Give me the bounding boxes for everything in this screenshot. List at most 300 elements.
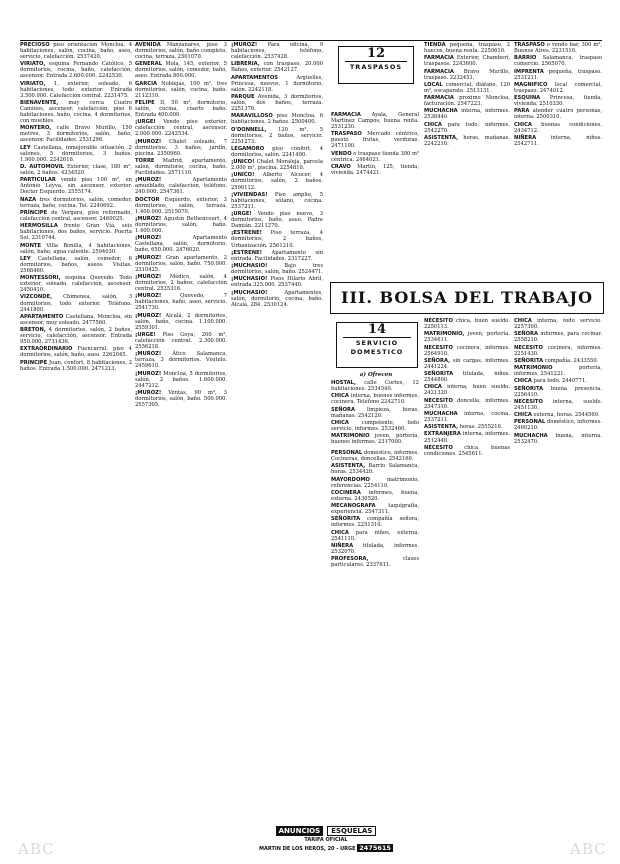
ad-text: Bajo tres dormitorios, salón, baño. 2524471. [231,263,323,276]
classified-ad [514,318,602,330]
ad-heading: CHICA [514,121,532,128]
ad-heading: PARA [514,108,530,115]
classified-ad [424,371,510,383]
ad-text: taquigrafía, experiencia. 2547311. [331,503,419,516]
ad-text: titulada, niños. 2544800. [424,371,510,384]
column-3 [231,42,323,822]
ad-heading: ¡MUROZ! [135,273,162,280]
watermark-left: ABC [18,840,55,858]
ad-text: Ayala, General Martínez Campos, buena renta. 2531230. [331,112,419,131]
ad-text: Bravo Murillo, traspaso. 2232451. [424,68,510,81]
classified-ad [331,503,419,515]
column-4-mid [331,380,419,448]
section-14-title-2: DOMESTICO [350,348,404,356]
ad-heading: ¡MUCHASIO! [231,263,268,270]
ad-heading: NECESITO [424,444,453,451]
footer-tarifa: TARIFA OFICIAL [304,837,348,843]
ad-text: interna, sueldo. 2451130. [514,398,602,411]
ad-heading: HERMOSILLA [20,223,58,230]
ad-text: Castellana, inmejorable situación, 2 salones, 5 dormitorios, 3 baños. 1.900.000. 2242616. [20,144,132,163]
classified-ad [20,314,132,326]
ad-heading: PERSONAL [514,419,546,426]
ad-text: Mercado céntrico, puesto frutas, verduras. 2471100. [331,131,419,150]
ad-text: Fuencarral, piso 4 dormitorios, salón, baño, aseo. 2262045. [20,346,132,359]
classified-ad [20,223,132,241]
classified-ad [331,420,419,432]
ad-text: portería, informes. 2541221. [514,365,602,378]
ad-text: joven, portería, buenos informes. 2317000. [331,433,419,446]
ad-text: interna, informes. 2538440. [424,108,510,121]
column-2 [135,42,227,822]
classified-ad [331,164,419,176]
classified-ad [514,122,602,134]
ad-heading: MUCHACHA [514,432,548,439]
bolsa-del-trabajo-banner [330,282,604,314]
classified-ad [514,433,602,445]
ad-text: pequeña, traspaso, 2 huecos, buena renta. 2250610. [424,42,510,55]
ad-text: interna, buen sueldo. 2421320. [424,384,510,397]
ad-text: buena presencia. 2256410. [514,385,602,398]
ad-text: compañía. 2433550. [543,357,599,364]
ad-text: Exterior, clase, 180 m², salón, 2 baños. 4234520. [20,164,132,177]
classified-ad [424,69,510,81]
ad-heading: FARMACIA [424,68,454,75]
ad-heading: NECESITO [514,398,543,405]
ad-text: Exterior, Chamberí, traspasos. 2243600. [424,55,510,68]
classified-ad [424,95,510,107]
classified-ad [514,95,602,107]
classified-ad [231,94,323,112]
classified-ad [20,360,132,372]
classified-ad [331,407,419,419]
ad-text: esquina Fernando Católico, 5 dormitorios, cocina, baño, calefacción, ascensor. Entrada 2.600.000. 2242530. [20,61,132,80]
ad-heading: PRINCIPE [20,359,48,366]
ad-heading: LEGAMORO [231,145,265,152]
classified-ad [135,216,227,234]
ad-heading: ¡URGE! [135,331,156,338]
ad-text: Manzanares, piso 3 dormitorios, salón, baño completo, cocina, terraza. 2501070. [135,42,227,61]
ad-text: o traspaso tienda 300 m² céntrica. 2464021. [331,150,419,163]
classified-ad [514,82,602,94]
ad-text: local comercial, traspaso. 2474012. [514,81,602,94]
classified-ad [424,122,510,134]
classified-ad [514,365,602,377]
ad-heading: BARRIO [514,55,537,62]
ad-heading: AVENIDA [135,42,161,48]
ad-heading: IMPRENTA [514,68,544,75]
classified-ad [20,164,132,176]
classified-ad [424,411,510,423]
ad-heading: GARCIA [135,80,158,87]
ad-text: interna, cocina. 2537211. [424,410,510,424]
ad-text: Martín, 125, tienda, vivienda. 2474421. [331,163,419,176]
ad-heading: CHICA [514,378,532,385]
footer-anuncios: ANUNCIOS [276,826,324,836]
ad-text: informes, buena, externa. 2430520. [331,489,419,502]
ad-heading: APARTAMENTO [20,313,64,320]
ad-heading: FARMACIA [331,112,361,118]
ad-text: interna, informes. 2512440. [424,431,510,444]
ad-text: horas, mañanas. 2242210. [424,134,510,148]
ad-text: Ventas, 90 m², 3 dormitorios, salón, baño. 500.000. 2557305. [135,389,227,408]
ad-text: doncella, informes. 2347310. [424,397,510,410]
ad-text: piso orientación Moncloa, 4 habitaciones, salón, cocina, baño, aseo, servicio, calefacción. 2537420. [20,42,132,61]
ad-text: 4 dormitorios, salón, 2 baños, servicio, calefacción, ascensor. Entrada 950.000. 2731436. [20,327,132,346]
classified-ad [424,445,510,457]
ad-text: externa, horas. 2544560. [531,412,600,419]
classified-ad [514,412,602,418]
ad-heading: ASISTENTA, [424,134,459,141]
ad-heading: TIENDA [424,42,446,48]
ad-heading: ¡MUROZ! [135,351,162,358]
ad-heading: APARTAMENTOS [231,74,278,81]
classified-ad [135,351,227,369]
ad-heading: ASISTENTA, [331,463,366,470]
ad-text: Piso terraza, 4 dormitorios, 2 baños, Urbanización. 2561210. [231,230,323,249]
section-12-number: 12 [366,46,386,61]
classified-ad [20,42,132,60]
classified-ad [331,393,419,405]
classified-ad [514,69,602,81]
ad-heading: PERSONAL [331,450,363,456]
classified-ad [424,42,510,54]
classified-ad [135,197,227,215]
ad-heading: ¡MUCHASIO! [231,276,268,283]
ad-heading: MATRIMONIO, [424,331,465,338]
classified-ad [20,294,132,312]
ad-heading: D. AUTOMOVIL [20,164,65,171]
column-6 [514,42,602,280]
ad-heading: ¡MUROZ! [135,370,162,377]
section-14-number: 14 [367,322,387,337]
ad-heading: NAZA [20,196,37,203]
ad-text: doméstico, informes. Cocineras, doncellas. 2542160. [331,450,419,463]
ad-text: Argüelles, Princesa, nuevos, 1 dormitorio, salón. 2242118. [231,74,323,93]
classified-ad [135,61,227,79]
footer-esquelas: ESQUELAS [327,826,376,836]
classified-ad [231,250,323,262]
top-rule [20,40,602,41]
ad-heading: BIENAVENTE, [20,99,59,106]
ad-heading: COCINERA [331,489,361,496]
ad-heading: LOCAL [424,81,443,88]
classified-ad [20,125,132,143]
ad-heading: CHICA [514,412,532,419]
ad-heading: SEÑORITA [424,371,454,378]
classified-ad [20,243,132,255]
ad-text: Apartamento amueblado, calefacción, teléfono. 240.000. 2547361. [135,177,227,196]
ad-text: Quevedo, 7 habitaciones, baño, aseo, servicio. 2541730. [135,293,227,312]
classified-ad [231,172,323,190]
ad-text: titulada, informes. 2532070. [331,542,419,556]
ad-text: Chalet soleado, 7 dormitorios, 3 baños, jardín, piscina. 2350960. [135,138,227,157]
classified-ad [135,313,227,331]
ad-text: chica, buen sueldo. 2250113. [424,318,510,331]
ad-text: para niños, externa. 2541110. [331,529,419,542]
classified-ad [20,197,132,209]
ad-text: horas. 2555210. [458,424,503,431]
classified-ad [135,332,227,350]
ad-heading: LIBRERIA, [231,61,260,68]
classified-ad [514,399,602,411]
ad-heading: PARTICULAR [20,177,56,184]
classified-ad [20,100,132,124]
ad-heading: CRAVO [331,163,351,170]
ad-heading: MONTESSORI, [20,275,61,282]
ad-text: competente, todo servicio, informes. 2532460. [331,419,419,432]
classified-ad [424,55,510,67]
ad-heading: SEÑORA [514,331,539,338]
ad-heading: ¡MUROZ! [135,138,162,145]
ad-heading: ¡MUROZ! [135,389,162,396]
ad-text: comercial, diáfano, 120 m², escaparate. 2513131. [424,81,510,94]
classified-ad [514,331,602,343]
ad-text: piso Moncloa, 6 habitaciones, 2 baños. 2500400. [231,113,323,126]
classified-ad [514,135,602,147]
classified-ad [231,276,323,288]
ad-text: Apartamento sin entrada. Facilidades. 2317227. [231,249,323,262]
ad-text: Princesa, tienda, vivienda. 2510330. [514,95,602,108]
ad-text: Para oficina, 9 habitaciones, teléfono, calefacción. 2537428. [231,42,323,61]
classified-ad [20,256,132,274]
classified-ad [135,371,227,389]
column-5-lower [424,318,510,822]
ad-text: II, 50 m², dormitorio, salón, cocina, cuarto baño. Entrada 400.000. [135,99,227,119]
ad-text: Agustín Bethencourt, 4 dormitorios, salón, baño. 1.400.000. [135,215,227,235]
ad-text: clases particulares. 2337611. [331,556,419,569]
classified-ad [424,398,510,410]
ad-heading: NECESITO [424,318,453,324]
ad-text: Médico, salón, 4 dormitorios, 2 baños, calefacción central. 2535316. [135,273,227,293]
classified-ad [135,390,227,408]
ad-heading: LEY [20,255,31,262]
ad-text: Ático Salamanca, terraza, 3 dormitorios. Visítelo. 2459610. [135,351,227,370]
ad-text: para todo. 2440771. [531,378,587,385]
classified-ad [135,119,227,137]
ad-heading: ¡MUROZ! [135,254,162,261]
ad-heading: ¡VIVIENDAS! [231,191,268,198]
ad-heading: MARAVILLOSO [231,113,273,120]
classified-ad [514,419,602,431]
ad-text: doméstico, informes. 2460210. [514,419,602,432]
ad-heading: MAGNIFICO [514,81,548,88]
footer-ad [242,826,410,852]
classified-ad [331,112,419,130]
classified-ad [135,274,227,292]
classified-ad [331,450,419,462]
classified-ad [231,146,323,158]
ad-heading: MUCHACHA [424,108,458,115]
column-4-lower [331,450,419,822]
ad-text: calle Bravo Murillo, 150 metros, 3 dormitorios, salón, baño, ascensor. Facilidades. 2531296. [20,125,132,144]
classified-ad [424,384,510,396]
ad-heading: MONTE [20,242,41,249]
classified-ad [331,556,419,568]
ad-heading: VIRIATO, [20,80,46,87]
ad-heading: SEÑORA, [424,357,451,364]
classified-ad [20,346,132,358]
ad-text: Juan, confort, 8 habitaciones, 2 baños. Entrada 1.500.000. 2471213. [20,359,132,372]
ad-text: Moncloa, 5 dormitorios, salón, 2 baños. 1.600.000. 2447212. [135,370,227,389]
ad-text: calle Cortes, 12 habitaciones. 2534540. [331,380,419,393]
ad-heading: CHICA [424,121,442,128]
classified-ad [424,108,510,120]
ad-text: compañía señora, informes. 2251310. [331,516,419,529]
ad-text: Chalet Moraleja, parcela 2.000 m², piscina. 2254810. [231,159,323,172]
ad-heading: ESQUINA [514,95,541,102]
classified-ad [135,293,227,311]
ad-heading: O'DONNELL, [231,126,267,133]
classified-ad [231,75,323,93]
ad-text: joven, portería. 2534611. [424,331,510,344]
section-14-header [336,322,418,368]
classified-ad [231,263,323,275]
section-12-header [338,46,414,84]
ad-heading: CHICA [331,529,349,536]
ad-text: muy cerca Cuatro Caminos, ascensor, calefacción, piso 6 habitaciones, baño, cocina, 4 dormitorios, con muebles. [20,99,132,125]
column-4 [331,112,419,280]
classified-ad [231,230,323,248]
ad-text: Madrid, apartamento, salón, dormitorio, cocina, baño. Facilidades. 2571110. [135,157,227,177]
classified-ad [331,477,419,489]
classified-ad [514,378,602,384]
ad-heading: SEÑORITA [331,516,361,523]
footer-address: MARTIN DE LOS HEROS, 20 - URGE [259,846,356,852]
ad-heading: PRECIOSO [20,42,50,48]
classified-ad [231,113,323,125]
ad-text: esquina Quevedo. Todo exterior, soleado, calefacción, ascensor. 2450410. [20,275,132,294]
ad-heading: FARMACIA [424,55,454,62]
ad-heading: TRASPASO [331,131,362,138]
classified-ad [514,55,602,67]
classified-ad [20,177,132,195]
classified-ad [331,463,419,475]
ad-heading: VIZCONDE, [20,294,53,301]
ad-heading: ¡ESTRENE! [231,249,262,256]
ad-text: Apartamentos, salón, dormitorio, cocina, baño. Alcalá, 284. 2530124. [231,289,323,308]
classified-ad [20,81,132,99]
classified-ad [514,345,602,357]
ad-text: Gran apartamento, 2 dormitorios, salón, baño. 750.000. 2310425. [135,254,227,273]
ad-heading: PROFESORA, [331,556,369,563]
footer-phone: 2475615 [359,844,391,852]
classified-ad [514,42,602,54]
section-12-title: TRASPASOS [345,61,407,71]
ad-heading: LEY [20,144,31,151]
classified-ad [135,177,227,195]
ad-text: Vendo piso nuevo, 3 dormitorios, baño, aseo. Padre Damián. 2211270. [231,211,323,230]
ad-text: informes, para cocinar. 2558210. [514,331,602,344]
ad-text: interna, niños. 2542711. [514,134,602,148]
ad-text: 1, exterior, soleado, 6 habitaciones, todo exterior. Entrada 3.500.000. Calefacción central. 2231475. [20,80,132,99]
ad-text: chica, buenas condiciones. 2545611. [424,444,510,457]
ad-text: frente Gran Vía, seis habitaciones, dos baños, servicio. Puerta Sol. 2310744. [20,223,132,242]
classified-ad [231,61,323,73]
ad-heading: SEÑORA [331,406,356,413]
classified-ad [331,131,419,149]
classified-ad [424,82,510,94]
classified-ad [424,331,510,343]
ad-text: cocinera, informes. 2564910. [424,344,510,357]
ad-heading: PRÍNCIPE [20,209,48,216]
classified-ad [135,235,227,253]
classified-ad [231,42,323,60]
ad-heading: CHICA [424,384,442,391]
ad-heading: MUCHACHA [424,410,458,417]
ad-text: Noblejas, 100 m², tres dormitorios, salón, cocina, baño. 2112310. [135,80,227,99]
classified-ad [231,159,323,171]
ad-heading: TRASPASO [514,42,545,48]
classified-ad [20,210,132,222]
classified-ad [424,345,510,357]
ad-text: de Vergara, piso reformado, calefacción central, ascensor. 2460025. [20,209,132,222]
classified-ad [331,530,419,542]
ad-text: proximo Moncloa, facturación. 2547223. [424,95,510,108]
ad-heading: ¡MUROZ! [135,177,162,184]
ad-heading: SEÑORITA [514,385,544,392]
ad-heading: ¡MUCHASIO! [231,289,268,296]
ad-heading: NECESITO [514,344,543,351]
classified-ad [20,145,132,163]
classified-ad [135,255,227,273]
ad-heading: SEÑORITA [514,357,544,364]
classified-ad [331,433,419,445]
ad-text: Esquerdo, exterior, 3 dormitorios, salón, terraza. 1.400.000. 2515070. [135,196,227,215]
ad-text: pequeña, traspaso. 2531211. [514,68,602,81]
ad-heading: CHICA [331,419,349,426]
ad-text: con traspaso, 20.000 Baños, exterior. 2542127. [231,61,323,74]
classified-ad [135,81,227,99]
ad-heading: TORRE [135,157,155,164]
classified-ad [331,151,419,163]
ad-heading: VENDO [331,150,352,157]
ad-heading: FARMACIA [424,95,454,102]
section-14-subtitle: a) Ofrecen [359,372,393,378]
classified-ad [514,386,602,398]
ad-text: Alcalá, 2 dormitorios, salón, baño, cocina. 1.100.000. 2559301. [135,312,227,331]
ad-text: tres dormitorios, salón, comedor, terraza, baño, cocina. Tel. 2240692. [20,196,132,209]
ad-heading: CHICA [331,393,349,400]
ad-heading: MATRIMONIO [331,433,370,440]
classified-ad [424,135,510,147]
ad-text: para todo, informes. 2542270. [424,121,510,134]
ad-text: cocinera, informes. 2251430. [514,344,602,357]
classified-ad [331,543,419,555]
ad-heading: CHICA [514,318,532,324]
ad-text: sin cargas, informes. 2441224. [424,357,510,370]
ad-heading: ¡URGE! [231,211,252,218]
ad-text: Chimenea, salón, 3 dormitorios, todo exterior. Teléfono. 2441800. [20,294,132,313]
classified-ad [135,158,227,176]
ad-heading: MAYORDOMO [331,476,370,483]
ad-heading: BRETON, [20,327,46,334]
classified-ad [331,516,419,528]
ad-heading: MECANOGRAFA [331,503,376,510]
ad-text: buena, interna. 2532470. [514,432,602,445]
ad-heading: ¡UNICO! [231,172,255,179]
classified-ad [135,139,227,157]
ad-heading: ¡MUROZ! [135,215,162,222]
classified-ad [424,358,510,370]
footer-address-line [242,844,410,852]
classified-ad [135,42,227,60]
ad-text: Castellana, Moncloa, sin ascensor, muy soleado. 2477560. [20,313,132,326]
ad-heading: ASISTENTA, [424,424,459,431]
ad-text: Avenida, 3 dormitorios, salón, dos baños, terraza. 2251376. [231,93,323,113]
ad-heading: NIÑERA [331,542,354,549]
column-6-lower [514,318,602,822]
classified-ad [231,127,323,145]
